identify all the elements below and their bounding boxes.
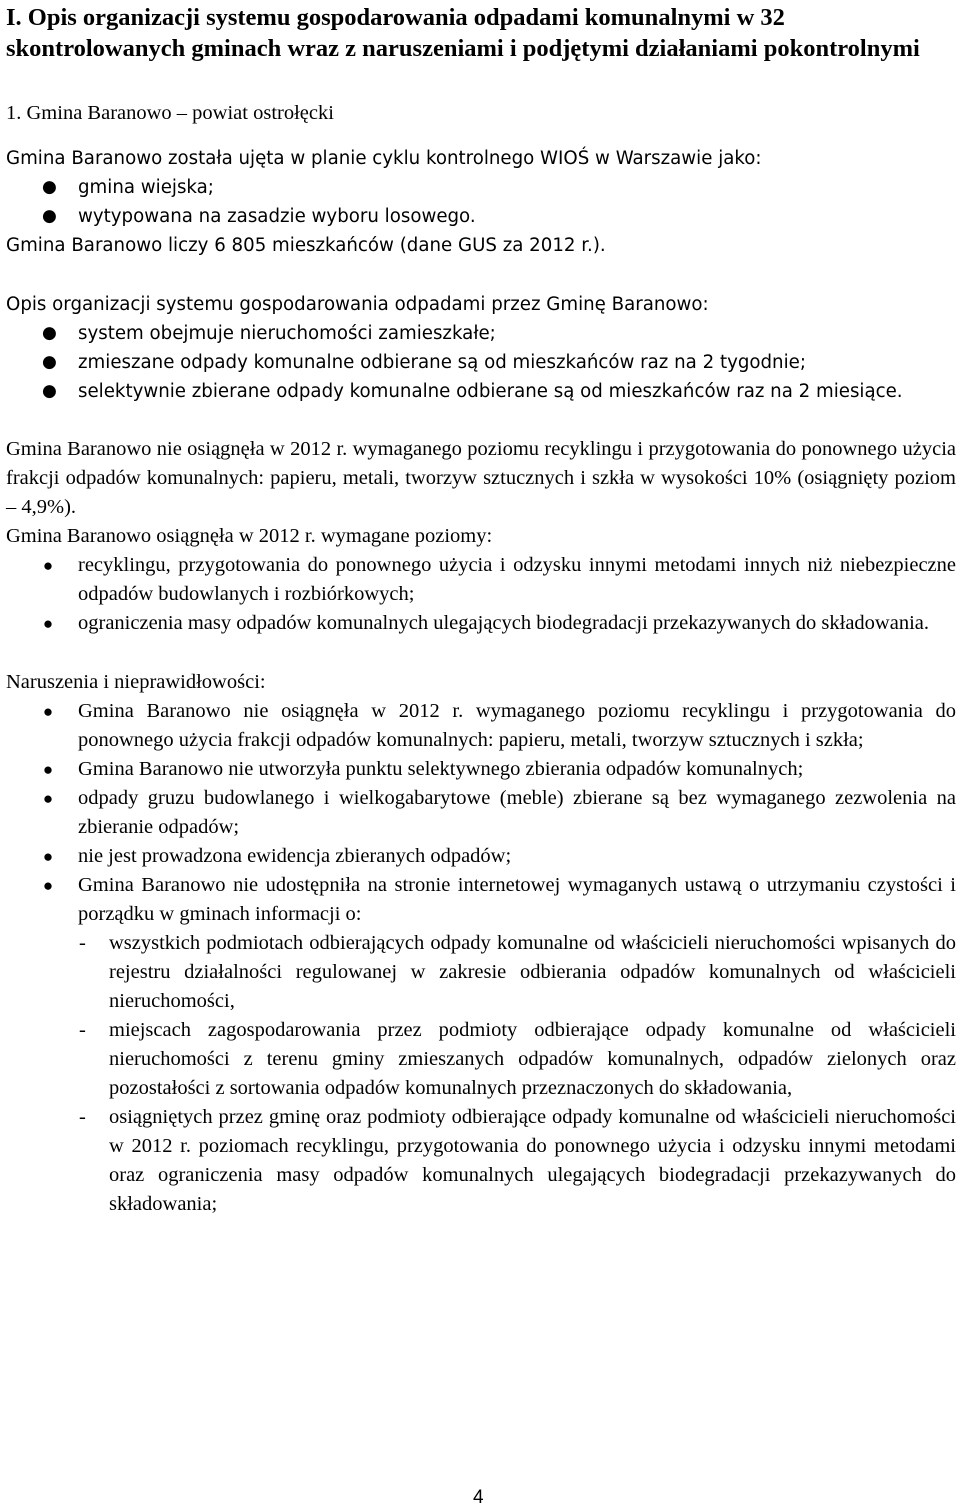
bullet-icon: ● — [42, 876, 54, 895]
list-item: ● recyklingu, przygotowania do ponownego użycia i odzysku innymi metodami innych niż niebezpieczne odpadów budowlanych i rozbiórkowych; — [6, 551, 956, 609]
bullet-icon: ● — [42, 702, 54, 721]
dash-marker: - — [79, 1019, 86, 1041]
violations-list — [6, 697, 956, 929]
list-item: ● Gmina Baranowo nie osiągnęła w 2012 r. wymaganego poziomu recyklingu i przygotowania do ponownego użycia frakcji odpadów komunalnych: papieru, metali, tworzyw sztucznych i szkła; — [6, 697, 956, 755]
intro-list — [6, 173, 956, 231]
bullet-icon: ● — [42, 556, 54, 575]
bullet-icon: ● — [42, 323, 57, 343]
bullet-icon: ● — [42, 760, 54, 779]
list-item: - miejscach zagospodarowania przez podmioty odbierające odpady komunalne od właścicieli nieruchomości z terenu gminy zmieszanych odpadów komunalnych, odpadów zielonych oraz pozostałości z sortowania odpadów komunalnych przeznaczonych do składowania, — [6, 1016, 956, 1103]
dash-marker: - — [79, 1106, 86, 1128]
organization-heading: Opis organizacji systemu gospodarowania odpadami przez Gminę Baranowo: — [6, 294, 709, 315]
bullet-icon: ● — [42, 614, 54, 633]
achieved-heading: Gmina Baranowo osiągnęła w 2012 r. wymagane poziomy: — [6, 525, 493, 547]
list-item: ● nie jest prowadzona ewidencja zbieranych odpadów; — [6, 842, 956, 871]
information-list — [6, 929, 956, 1219]
population-text: Gmina Baranowo liczy 6 805 mieszkańców (dane GUS za 2012 r.). — [6, 235, 606, 256]
list-item: ● Gmina Baranowo nie udostępniła na stronie internetowej wymaganych ustawą o utrzymaniu czystości i porządku w gminach informacji o: — [6, 871, 956, 929]
list-item: ● ograniczenia masy odpadów komunalnych ulegających biodegradacji przekazywanych do składowania. — [6, 609, 956, 638]
list-item: ● selektywnie zbierane odpady komunalne odbierane są od mieszkańców raz na 2 miesiące. — [6, 377, 956, 406]
list-item: - osiągniętych przez gminę oraz podmioty odbierające odpady komunalne od właścicieli nieruchomości w 2012 r. poziomach recyklingu, przygotowania do ponownego użycia i odzysku innymi metodami oraz ograniczenia masy odpadów komunalnych ulegających biodegradacji przekazywanych do składowania; — [6, 1103, 956, 1219]
recycling-not-met-text: Gmina Baranowo nie osiągnęła w 2012 r. wymaganego poziomu recyklingu i przygotowania do ponownego użycia frakcji odpadów komunalnych: papieru, metali, tworzyw sztucznych i szkła w wysokości 10% (osiągnięty poziom – 4,9%). — [6, 438, 956, 518]
list-item: ● Gmina Baranowo nie utworzyła punktu selektywnego zbierania odpadów komunalnych; — [6, 755, 956, 784]
dash-marker: - — [79, 932, 86, 954]
page-number: 4 — [473, 1487, 484, 1508]
achieved-list — [6, 551, 956, 638]
violations-heading: Naruszenia i nieprawidłowości: — [6, 671, 266, 693]
list-item: ● gmina wiejska; — [6, 173, 956, 202]
bullet-icon: ● — [42, 381, 57, 401]
bullet-icon: ● — [42, 352, 57, 372]
section-title: I. Opis organizacji systemu gospodarowania odpadami komunalnymi w 32 skontrolowanych gminach wraz z naruszeniami i podjętymi działaniami pokontrolnymi — [6, 4, 920, 62]
organization-list — [6, 319, 956, 406]
list-item: ● odpady gruzu budowlanego i wielkogabarytowe (meble) zbierane są bez wymaganego zezwolenia na zbieranie odpadów; — [6, 784, 956, 842]
list-item: ● zmieszane odpady komunalne odbierane są od mieszkańców raz na 2 tygodnie; — [6, 348, 956, 377]
subsection-title: 1. Gmina Baranowo – powiat ostrołęcki — [6, 102, 334, 124]
bullet-icon: ● — [42, 206, 57, 226]
bullet-icon: ● — [42, 789, 54, 808]
bullet-icon: ● — [42, 177, 57, 197]
bullet-icon: ● — [42, 847, 54, 866]
list-item: ● wytypowana na zasadzie wyboru losowego. — [6, 202, 956, 231]
document-page — [6, 0, 956, 1219]
intro-text: Gmina Baranowo została ujęta w planie cyklu kontrolnego WIOŚ w Warszawie jako: — [6, 148, 762, 169]
list-item: ● system obejmuje nieruchomości zamieszkałe; — [6, 319, 956, 348]
list-item: - wszystkich podmiotach odbierających odpady komunalne od właścicieli nieruchomości wpisanych do rejestru działalności regulowanej w zakresie odbierania odpadów komunalnych od właścicieli nieruchomości, — [6, 929, 956, 1016]
